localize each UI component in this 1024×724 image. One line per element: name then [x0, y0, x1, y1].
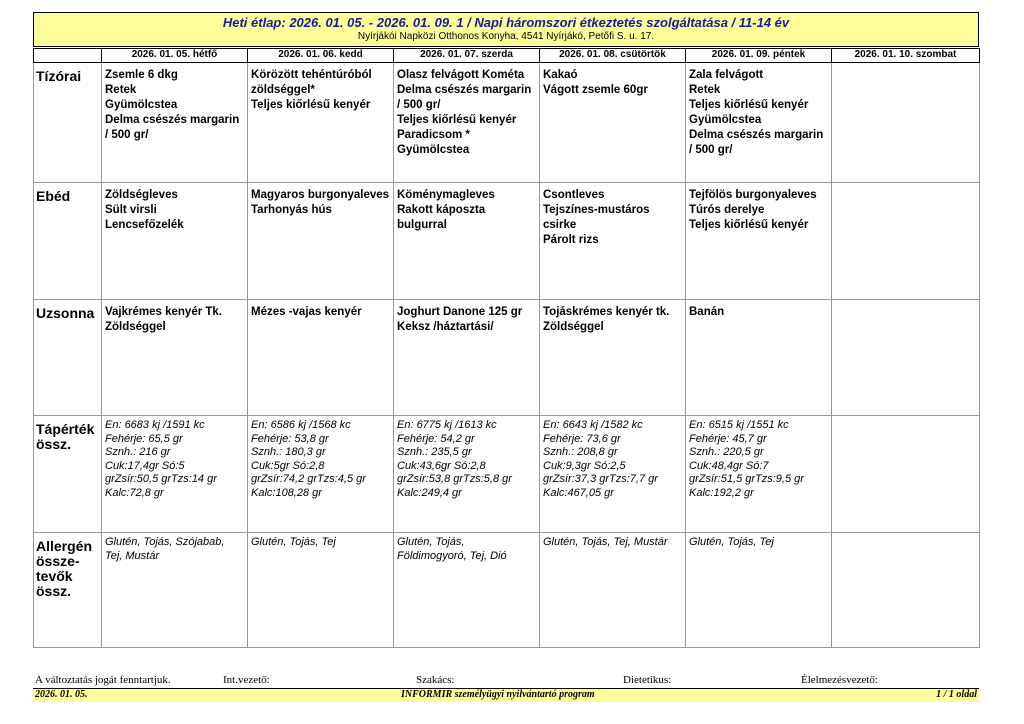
menu-cell: Zöldségleves Sült virsli Lencsefőzelék [102, 183, 248, 300]
page-number: 1 / 1 oldal [936, 689, 977, 700]
kitchen-address: Nyírjákói Napközi Otthonos Konyha, 4541 Nyírjákó, Petőfi S. u. 17. [357, 31, 655, 42]
menu-header [33, 12, 979, 47]
menu-cell: Vajkrémes kenyér Tk. Zöldséggel [102, 300, 248, 416]
day-header: 2026. 01. 09. péntek [686, 49, 832, 63]
menu-cell: Zsemle 6 dkg Retek Gyümölcstea Delma csészés margarin / 500 gr/ [102, 63, 248, 183]
menu-cell: Köménymagleves Rakott káposzta bulgurral [394, 183, 540, 300]
allergen-cell: Glutén, Tojás, Földimogyoró, Tej, Dió [394, 533, 540, 648]
menu-cell [832, 300, 980, 416]
menu-cell [832, 183, 980, 300]
program-name: INFORMIR személyügyi nyilvántartó program [401, 689, 595, 700]
szakacs-label: Szakács: [416, 674, 455, 686]
elelmezesvezeto-label: Élelmezésvezető: [801, 674, 878, 686]
menu-cell: Olasz felvágott Kométa Delma csészés margarin / 500 gr/ Teljes kiőrlésű kenyér Paradicsom * Gyümölcstea [394, 63, 540, 183]
nutrition-cell: En: 6775 kj /1613 kc Fehérje: 54,2 gr Sznh.: 235,5 gr Cuk:43,6gr Só:2,8 grZsír:53,8 grTzs:5,8 gr Kalc:249,4 gr [394, 416, 540, 533]
allergen-cell: Glutén, Tojás, Tej, Mustár [540, 533, 686, 648]
nutrition-cell: En: 6586 kj /1568 kc Fehérje: 53,8 gr Sznh.: 180,3 gr Cuk:5gr Só:2,8 grZsír:74,2 grTzs:4,5 gr Kalc:108,28 gr [248, 416, 394, 533]
day-header: 2026. 01. 08. csütörtök [540, 49, 686, 63]
day-header-row [34, 49, 980, 63]
corner-cell [34, 49, 102, 63]
allergen-cell [832, 533, 980, 648]
menu-cell: Tejfölös burgonyaleves Túrós derelye Teljes kiőrlésű kenyér [686, 183, 832, 300]
menu-title: Heti étlap: 2026. 01. 05. - 2026. 01. 09. 1 / Napi háromszori étkeztetés szolgáltatása / 11-14 év [222, 15, 790, 30]
row-label: Uzsonna [34, 300, 102, 416]
nutrition-cell: En: 6683 kj /1591 kc Fehérje: 65,5 gr Sznh.: 216 gr Cuk:17,4gr Só:5 grZsír:50,5 grTzs:14 gr Kalc:72,8 gr [102, 416, 248, 533]
table-row [34, 63, 980, 183]
allergen-cell: Glutén, Tojás, Tej [686, 533, 832, 648]
menu-cell: Mézes -vajas kenyér [248, 300, 394, 416]
day-header: 2026. 01. 06. kedd [248, 49, 394, 63]
nutrition-cell [832, 416, 980, 533]
footer-bar [33, 689, 979, 702]
menu-cell: Tojáskrémes kenyér tk. Zöldséggel [540, 300, 686, 416]
menu-cell: Joghurt Danone 125 gr Keksz /háztartási/ [394, 300, 540, 416]
table-row [34, 416, 980, 533]
day-header: 2026. 01. 05. hétfő [102, 49, 248, 63]
dietetikus-label: Dietetikus: [623, 674, 672, 686]
allergen-cell: Glutén, Tojás, Szójabab, Tej, Mustár [102, 533, 248, 648]
weekly-menu-table [33, 48, 980, 648]
nutrition-cell: En: 6643 kj /1582 kc Fehérje: 73,6 gr Sznh.: 208,8 gr Cuk:9,3gr Só:2,5 grZsír:37,3 grTzs:7,7 gr Kalc:467,05 gr [540, 416, 686, 533]
day-header: 2026. 01. 10. szombat [832, 49, 980, 63]
day-header: 2026. 01. 07. szerda [394, 49, 540, 63]
table-row [34, 300, 980, 416]
menu-cell: Körözött tehéntúróból zöldséggel* Teljes kiőrlésű kenyér [248, 63, 394, 183]
row-label: Tápérték össz. [34, 416, 102, 533]
table-row [34, 533, 980, 648]
table-row [34, 183, 980, 300]
print-date: 2026. 01. 05. [35, 689, 88, 700]
int-vezeto-label: Int.vezető: [223, 674, 270, 686]
menu-cell: Banán [686, 300, 832, 416]
menu-cell [832, 63, 980, 183]
menu-cell: Magyaros burgonyaleves Tarhonyás hús [248, 183, 394, 300]
row-label: Tízórai [34, 63, 102, 183]
signature-line [33, 674, 979, 689]
row-label: Ebéd [34, 183, 102, 300]
nutrition-cell: En: 6515 kj /1551 kc Fehérje: 45,7 gr Sznh.: 220,5 gr Cuk:48,4gr Só:7 grZsír:51,5 grTzs:9,5 gr Kalc:192,2 gr [686, 416, 832, 533]
rights-note: A változtatás jogát fenntartjuk. [35, 674, 171, 686]
menu-cell: Csontleves Tejszínes-mustáros csirke Párolt rizs [540, 183, 686, 300]
menu-cell: Kakaó Vágott zsemle 60gr [540, 63, 686, 183]
row-label: Allergén össze-tevők össz. [34, 533, 102, 648]
allergen-cell: Glutén, Tojás, Tej [248, 533, 394, 648]
menu-cell: Zala felvágott Retek Teljes kiőrlésű kenyér Gyümölcstea Delma csészés margarin / 500 gr/ [686, 63, 832, 183]
